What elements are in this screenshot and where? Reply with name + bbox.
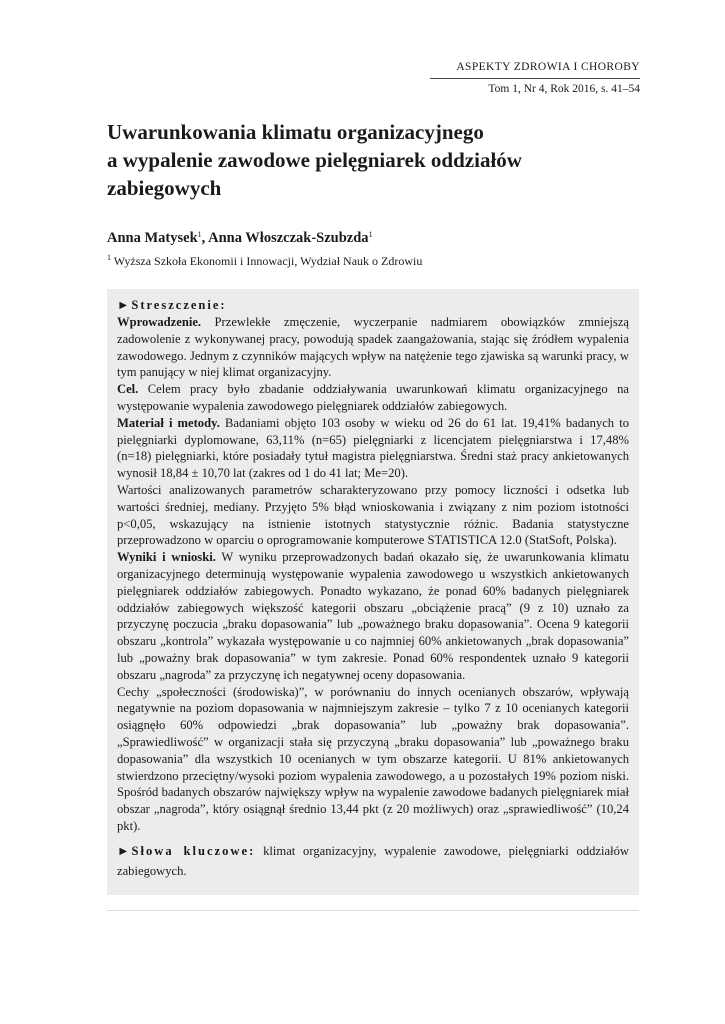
abstract-bottom-divider	[107, 910, 639, 911]
results-label: Wyniki i wnioski.	[117, 550, 216, 565]
results-text: W wyniku przeprowadzonych badań okazało się, że uwarunkowania klimatu organizacyjnego determinują występowanie wypalenia zawodowego u wszystkich ankietowanych pielęgniarek oddziałów zabiegowych. Ponadto wykazano, że ponad 60% badanych pielęgniarek oddziałów zabiegowych większość kategorii obszaru „obciążenie pracą” (9 z 10) uznało za przyczynę poczucia „braku dopasowania” lub „poważnego braku dopasowania”. Ocena 9 kategorii obszaru „kontrola” wykazała występowanie u co najmniej 60% ankietowanych „brak dopasowania” lub „poważny brak dopasowania” w tym zakresie. Ponad 60% respondentek uznało 9 kategorii obszaru „nagroda” za przyczynę ich negatywnej oceny dopasowania.	[117, 550, 629, 682]
intro-label: Wprowadzenie.	[117, 315, 202, 329]
author-affiliation-mark: 1	[368, 230, 373, 239]
title-line-1: Uwarunkowania klimatu organizacyjnego	[107, 120, 484, 144]
article-title	[107, 118, 607, 202]
abstract-box	[107, 289, 639, 895]
author-affiliation-mark: 1	[197, 230, 202, 239]
affiliation-mark: 1	[107, 253, 111, 262]
keywords-text: klimat organizacyjny, wypalenie zawodowe, pielęgniarki oddziałów zabiegowych.	[117, 843, 629, 878]
abstract-aim	[117, 381, 629, 415]
journal-name: ASPEKTY ZDROWIA I CHOROBY	[456, 61, 640, 73]
abstract-heading: ►Streszczenie:	[117, 298, 227, 312]
intro-text: Przewlekłe zmęczenie, wyczerpanie nadmiarem obowiązków zmniejszą zadowolenie z wykonywanej pracy, powodują spadek zaangażowania, stając się źródłem wypalenia zawodowego. Jednym z czynników mających wpływ na natężenie tego zjawiska są warunki pracy, w tym panujący w niej klimat organizacyjny.	[117, 315, 629, 380]
aim-text: Celem pracy było zbadanie oddziaływania uwarunkowań klimatu organizacyjnego na występowanie wypalenia zawodowego pielęgniarek oddziałów zabiegowych.	[117, 382, 629, 413]
keywords-label: ►Słowa kluczowe:	[117, 843, 256, 858]
methods-label: Materiał i metody.	[117, 415, 220, 430]
methods-text: Badaniami objęto 103 osoby w wieku od 26 do 61 lat. 19,41% badanych to pielęgniarki dyplomowane, 63,11% (n=65) pielęgniarki z licencjatem pielęgniarstwa i 17,48% (n=18) pielęgniarki, które posiadały tytuł magistra pielęgniarstwa. Średni staż pracy ankietowanych wynosił 18,84 ± 10,70 lat (zakres od 1 do 41 lat; Me=20).	[117, 415, 629, 481]
affiliation-text: Wyższa Szkoła Ekonomii i Innowacji, Wydział Nauk o Zdrowiu	[111, 254, 423, 268]
header-divider	[430, 78, 640, 79]
title-line-2: a wypalenie zawodowe pielęgniarek oddziałów	[107, 148, 522, 172]
abstract-methods	[117, 415, 629, 482]
author-list	[107, 230, 373, 247]
journal-header	[430, 60, 640, 97]
abstract-results	[117, 549, 629, 683]
author-name: Anna Włoszczak-Szubzda	[208, 230, 369, 246]
author-name: Anna Matysek	[107, 230, 198, 246]
aim-label: Cel.	[117, 382, 139, 397]
affiliation	[107, 253, 422, 269]
author-separator: ,	[201, 230, 209, 246]
journal-issue-info: Tom 1, Nr 4, Rok 2016, s. 41–54	[488, 83, 640, 95]
abstract-results-2: Cechy „społeczności (środowiska)”, w porównaniu do innych ocenianych obszarów, wpływają negatywnie na poziom dopasowania w najmniejszym zakresie – tylko 7 z 10 ocenianych kategorii osiągnęło 60% odpowiedzi „brak dopasowania” lub „poważny brak dopasowania”. „Sprawiedliwość” w organizacji stała się przyczyną „braku dopasowania” lub „poważnego braku dopasowania” dla wszystkich 10 ocenianych w tym obszarze kategorii. U 81% ankietowanych stwierdzono przeciętny/wysoki poziom wypalenia zawodowego, a u pozostałych 19% poziom niski. Spośród badanych obszarów największy wpływ na wypalenie zawodowe badanych pielęgniarek miał obszar „nagroda”, który osiągnął średnio 13,44 pkt (z 20 możliwych) oraz „sprawiedliwość” (10,24 pkt).	[117, 684, 629, 833]
title-line-3: zabiegowych	[107, 176, 222, 200]
abstract-body	[117, 314, 629, 835]
keywords	[117, 841, 629, 881]
abstract-methods-2: Wartości analizowanych parametrów scharakteryzowano przy pomocy liczności i odsetka lub wartości średniej, mediany. Przyjęto 5% błąd wnioskowania i związany z nim poziom istotności p<0,05, wskazujący na istnienie istotnych statystycznie różnic. Badania statystyczne przeprowadzono w oparciu o oprogramowanie komputerowe STATISTICA 12.0 (StatSoft, Polska).	[117, 482, 629, 548]
abstract-intro	[117, 314, 629, 381]
